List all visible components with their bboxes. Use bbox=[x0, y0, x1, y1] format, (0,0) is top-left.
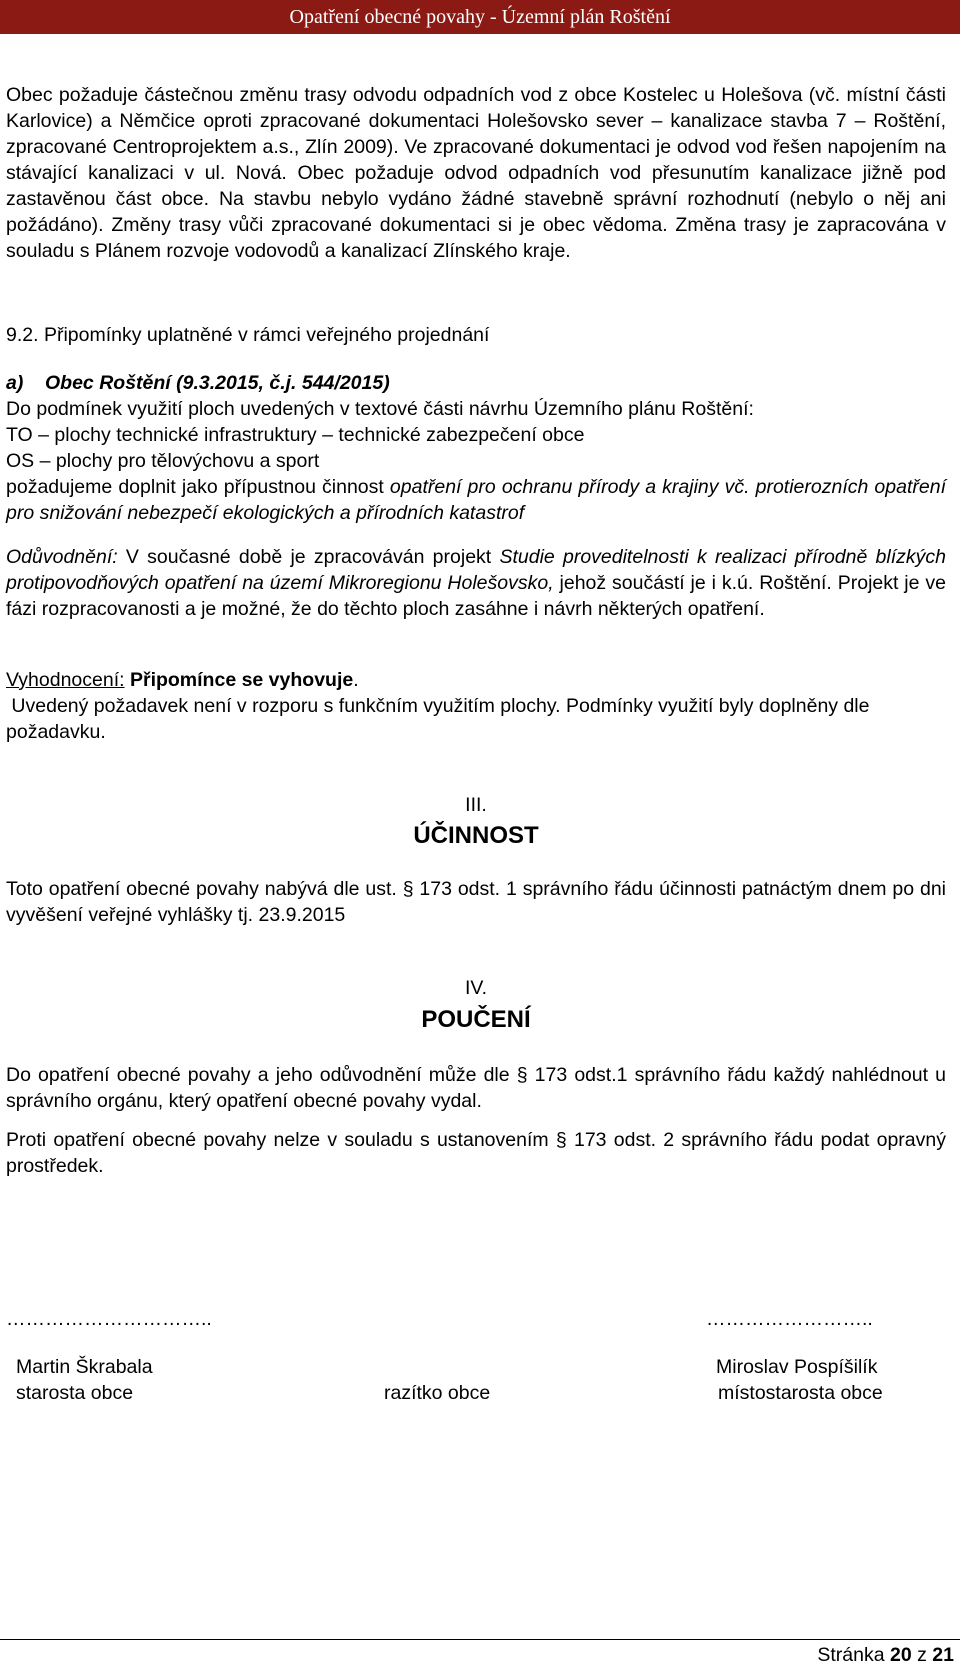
request-text: požadujeme doplnit jako přípustnou činnost bbox=[6, 476, 390, 498]
section-heading-9-2: 9.2. Připomínky uplatněné v rámci veřejného projednání bbox=[6, 324, 490, 346]
page-footer bbox=[817, 1643, 954, 1666]
evaluation-text: Uvedený požadavek není v rozporu s funkčním využitím plochy. Podmínky využití byly doplněny dle požadavku. bbox=[6, 695, 875, 743]
page-separator: z bbox=[911, 1644, 933, 1666]
section-number-iii: III. bbox=[465, 794, 487, 816]
footer-divider bbox=[0, 1639, 960, 1640]
subsection-heading-a: a) Obec Roštění (9.3.2015, č.j. 544/2015) bbox=[6, 372, 390, 394]
section-number-iv: IV. bbox=[464, 977, 488, 999]
deputy-mayor-role: místostarosta obce bbox=[718, 1382, 883, 1404]
document-page bbox=[6, 0, 956, 1666]
evaluation-label: Vyhodnocení: bbox=[6, 669, 125, 691]
signature-line-left: ………………………….. bbox=[6, 1308, 212, 1330]
justification-text-1: V současné době je zpracováván projekt bbox=[117, 546, 500, 568]
section-title-pouceni: POUČENÍ bbox=[421, 1006, 531, 1033]
evaluation-result: Připomínce se vyhovuje bbox=[129, 669, 354, 691]
instruction-paragraph-2: Proti opatření obecné povahy nelze v souladu s ustanovením § 173 odst. 2 správního řádu podat opravný prostředek. bbox=[6, 1129, 946, 1177]
total-page-count: 21 bbox=[932, 1644, 954, 1666]
conditions-intro: Do podmínek využití ploch uvedených v textové části návrhu Územního plánu Roštění: bbox=[6, 398, 754, 420]
instruction-paragraph-1: Do opatření obecné povahy a jeho odůvodnění může dle § 173 odst.1 správního řádu každý nahlédnout u správního orgánu, který opatření obecné povahy vydal. bbox=[6, 1064, 946, 1112]
current-page-number: 20 bbox=[890, 1644, 912, 1666]
stamp-label: razítko obce bbox=[384, 1382, 491, 1404]
mayor-role: starosta obce bbox=[16, 1382, 134, 1404]
page-label: Stránka bbox=[817, 1644, 890, 1666]
section-title-ucinnost: ÚČINNOST bbox=[413, 822, 539, 849]
conditions-to: TO – plochy technické infrastruktury – technické zabezpečení obce bbox=[6, 424, 585, 446]
deputy-mayor-name: Miroslav Pospíšilík bbox=[716, 1356, 878, 1378]
document-title: Opatření obecné povahy - Územní plán Roštění bbox=[289, 6, 671, 28]
request-italic-text: opatření pro ochranu přírody a krajiny vč. protierozních opatření pro snižování nebezpečí ekologických a přírodních katastrof bbox=[6, 476, 946, 524]
conditions-request bbox=[6, 474, 946, 526]
paragraph-sewer-route: Obec požaduje částečnou změnu trasy odvodu odpadních vod z obce Kostelec u Holešova (vč. místní části Karlovice) a Němčice oproti zpracované dokumentaci Holešovsko sever – kanalizace stavba 7 – Roštění, zpracované Centroprojektem a.s., Zlín 2009). Ve zpracované dokumentaci je odvod vod řešen napojením na stávající kanalizaci v ul. Nová. Obec požaduje odvod odpadních vod přesunutím kanalizace jižně pod zastavěnou část obce. Na stavbu nebylo vydáno žádné stavebně správní rozhodnutí (nebylo o něj ani požádáno). Změny trasy vůči zpracované dokumentaci si je obec vědoma. Změna trasy je zapracována v souladu s Plánem rozvoje vodovodů a kanalizací Zlínského kraje. bbox=[6, 84, 946, 262]
justification-label: Odůvodnění: bbox=[6, 546, 118, 568]
conditions-os: OS – plochy pro tělovýchovu a sport bbox=[6, 450, 320, 472]
signature-line-right: …………………….. bbox=[706, 1308, 873, 1330]
justification-paragraph bbox=[6, 544, 946, 622]
mayor-name: Martin Škrabala bbox=[16, 1356, 153, 1378]
evaluation-result-end: . bbox=[353, 669, 359, 691]
evaluation-paragraph bbox=[6, 667, 946, 745]
justification-project-name: Studie proveditelnosti k realizaci přírodně blízkých protipovodňových opatření na území Mikroregionu Holešovsko, bbox=[6, 546, 947, 594]
justification-text-2: jehož součástí je i k.ú. Roštění. Projekt je ve fázi rozpracovanosti a je možné, že do těchto ploch zasáhne i návrh některých opatření. bbox=[6, 572, 946, 620]
effectiveness-paragraph: Toto opatření obecné povahy nabývá dle ust. § 173 odst. 1 správního řádu účinnosti patnáctým dnem po dni vyvěšení veřejné vyhlášky tj. 23.9.2015 bbox=[6, 878, 946, 926]
